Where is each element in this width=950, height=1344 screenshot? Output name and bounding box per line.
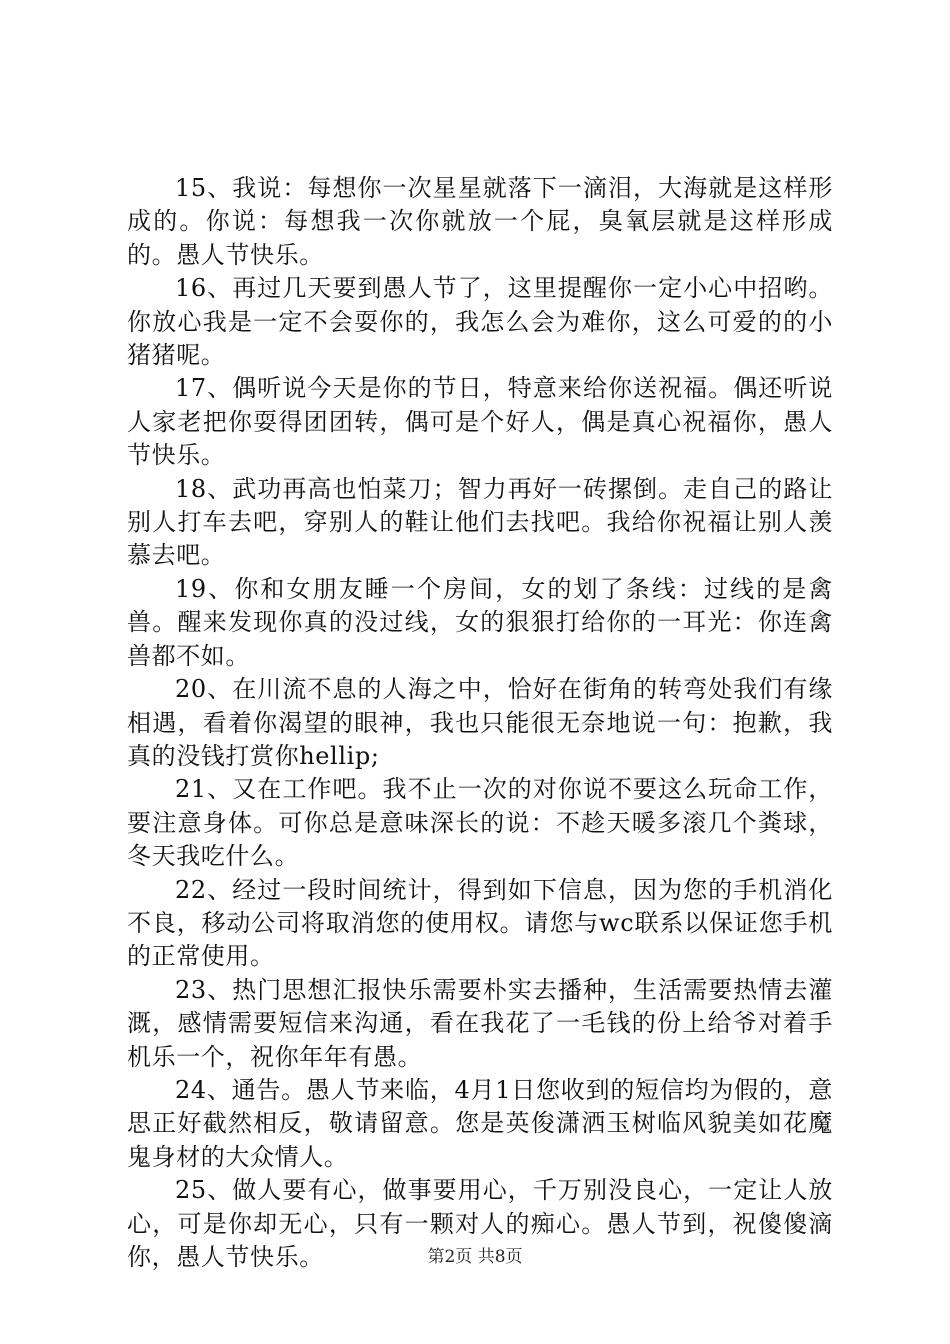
paragraph-23: 23、热门思想汇报快乐需要朴实去播种，生活需要热情去灌溉，感情需要短信来沟通，看在我花了一毛钱的份上给爷对着手机乐一个，祝你年年有愚。: [127, 975, 833, 1071]
paragraph-21: 21、又在工作吧。我不止一次的对你说不要这么玩命工作，要注意身体。可你总是意味深长的说：不趁天暖多滚几个粪球，冬天我吃什么。: [127, 775, 833, 871]
paragraph-25: 25、做人要有心，做事要用心，千万别没良心，一定让人放心，可是你却无心，只有一颗对人的痴心。愚人节到，祝傻傻滴你，愚人节快乐。: [127, 1176, 833, 1271]
paragraph-22: 22、经过一段时间统计，得到如下信息，因为您的手机消化不良，移动公司将取消您的使用权。请您与wc联系以保证您手机的正常使用。: [127, 875, 833, 971]
paragraph-16: 16、再过几天要到愚人节了，这里提醒你一定小心中招哟。你放心我是一定不会耍你的，我怎么会为难你，这么可爱的的小猪猪呢。: [127, 274, 833, 370]
page-number-footer: 第2页 共8页: [427, 1247, 523, 1267]
paragraph-24: 24、通告。愚人节来临，4月1日您收到的短信均为假的，意思正好截然相反，敬请留意。您是英俊潇洒玉树临风貌美如花魔鬼身材的大众情人。: [127, 1075, 833, 1171]
document-body: [127, 172, 833, 1274]
paragraph-18: 18、武功再高也怕菜刀；智力再好一砖摞倒。走自己的路让别人打车去吧，穿别人的鞋让他们去找吧。我给你祝福让别人羡慕去吧。: [127, 474, 833, 570]
paragraph-17: 17、偶听说今天是你的节日，特意来给你送祝福。偶还听说人家老把你耍得团团转，偶可是个好人，偶是真心祝福你，愚人节快乐。: [127, 374, 833, 470]
paragraph-19: 19、你和女朋友睡一个房间，女的划了条线：过线的是禽兽。醒来发现你真的没过线，女的狠狠打给你的一耳光：你连禽兽都不如。: [127, 574, 833, 670]
paragraph-20: 20、在川流不息的人海之中，恰好在街角的转弯处我们有缘相遇，看着你渴望的眼神，我也只能很无奈地说一句：抱歉，我真的没钱打赏你hellip;: [127, 675, 833, 770]
paragraph-15: 15、我说：每想你一次星星就落下一滴泪，大海就是这样形成的。你说：每想我一次你就放一个屁，臭氧层就是这样形成的。愚人节快乐。: [127, 174, 833, 269]
